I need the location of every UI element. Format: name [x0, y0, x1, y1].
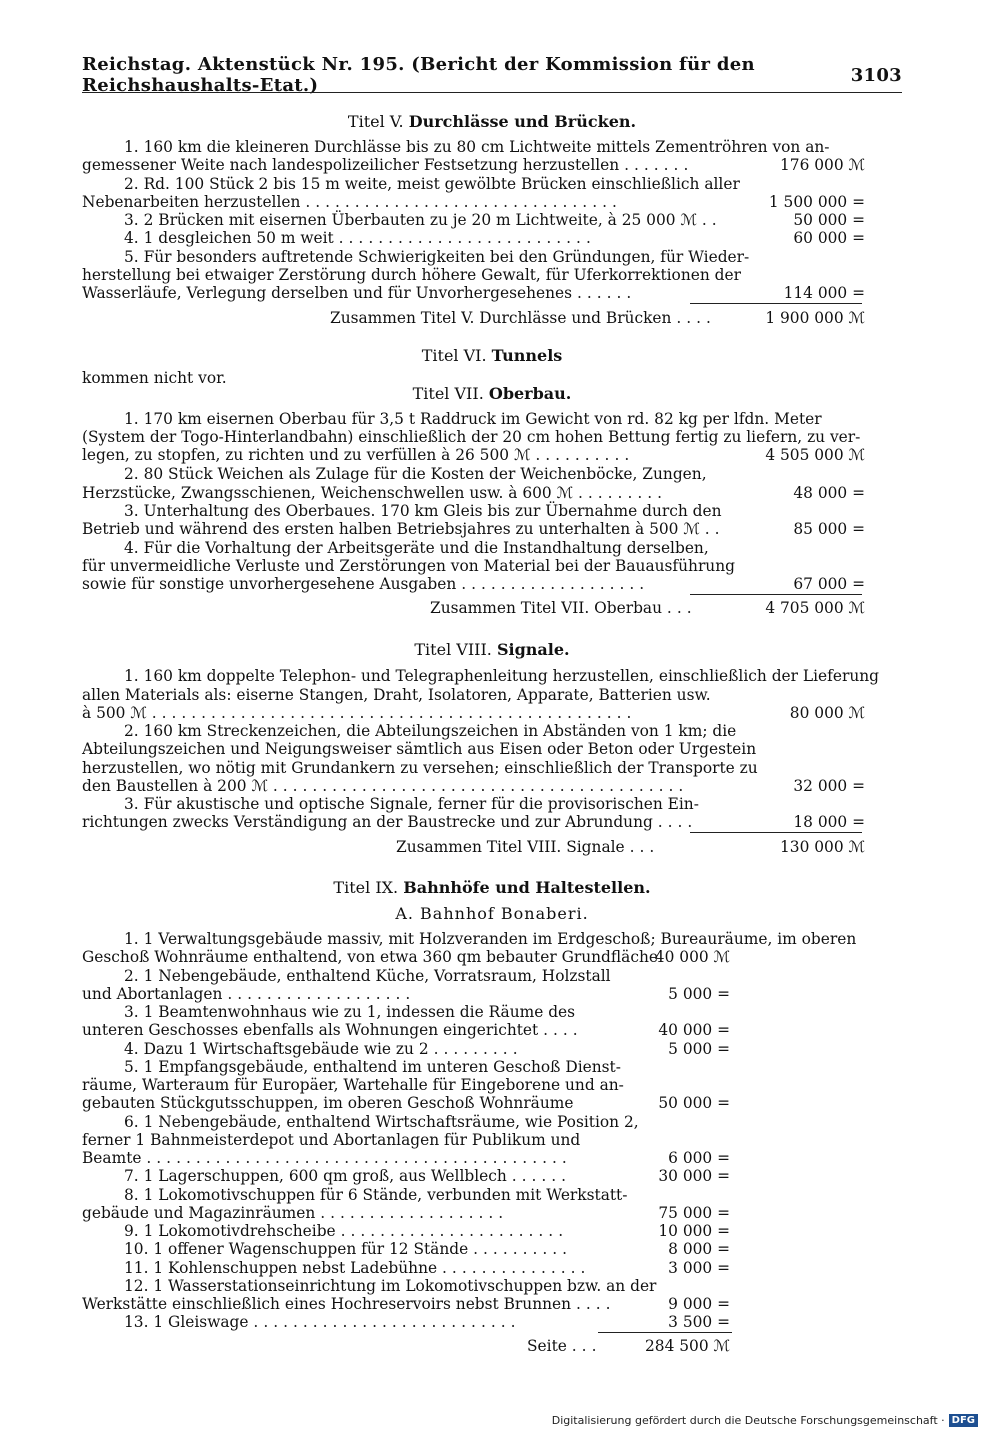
text-line: 2. 1 Nebengebäude, enthaltend Küche, Vorratsraum, Holzstall — [124, 967, 611, 985]
amount: 4 505 000 ℳ — [765, 446, 865, 464]
amount: 1 500 000 = — [768, 193, 865, 211]
text-line: 3. 1 Beamtenwohnhaus wie zu 1, indessen die Räume des — [124, 1003, 576, 1021]
text-line: Herzstücke, Zwangsschienen, Weichenschwellen usw. à 600 ℳ ......... — [82, 484, 668, 502]
text-line: legen, zu stopfen, zu richten und zu verfüllen à 26 500 ℳ .......... — [82, 446, 635, 464]
text-line: (System der Togo-Hinterlandbahn) einschließlich der 20 cm hohen Bettung fertig zu liefern, zu ver- — [82, 428, 861, 446]
text-line: Abteilungszeichen und Neigungsweiser sämtlich aus Eisen oder Beton oder Urgestein — [82, 740, 757, 758]
text-line: unteren Geschosses ebenfalls als Wohnungen eingerichtet .... — [82, 1021, 583, 1039]
amount: 176 000 ℳ — [780, 156, 865, 174]
running-header — [82, 54, 902, 96]
text-line: gemessener Weite nach landespolizeilicher Festsetzung herzustellen ....... — [82, 156, 694, 174]
text-line: richtungen zwecks Verständigung an der Baustrecke und zur Abrundung .... — [82, 813, 698, 831]
text-line: kommen nicht vor. — [82, 369, 227, 387]
text-line: 9. 1 Lokomotivdrehscheibe ....................... — [124, 1222, 569, 1240]
header-title: Reichstag. Aktenstück Nr. 195. (Bericht der Kommission für den Reichshaushalts-Etat.) — [82, 54, 755, 96]
amount: 5 000 = — [668, 1040, 730, 1058]
text-line: räume, Warteraum für Europäer, Wartehalle für Eingeborene und an- — [82, 1076, 624, 1094]
text-line: Beamte ........................................... — [82, 1149, 572, 1167]
amount: 284 500 ℳ — [645, 1337, 730, 1355]
amount: 10 000 = — [658, 1222, 730, 1240]
amount: 40 000 ℳ — [654, 948, 730, 966]
amount: 32 000 = — [793, 777, 865, 795]
section-heading-titel-8: Titel VIII. Signale. — [414, 640, 570, 659]
amount: 85 000 = — [793, 520, 865, 538]
text-line: 6. 1 Nebengebäude, enthaltend Wirtschaftsräume, wie Position 2, — [124, 1113, 639, 1131]
amount: 18 000 = — [793, 813, 865, 831]
header-rule — [82, 92, 902, 93]
amount: 4 705 000 ℳ — [765, 599, 865, 617]
section-heading-titel-5: Titel V. Durchlässe und Brücken. — [347, 112, 637, 131]
text-line: 12. 1 Wasserstationseinrichtung im Lokomotivschuppen bzw. an der — [124, 1277, 657, 1295]
amount: 3 500 = — [668, 1313, 730, 1331]
amount: 3 000 = — [668, 1259, 730, 1277]
text-line: den Baustellen à 200 ℳ .......................................... — [82, 777, 689, 795]
text-line: gebäude und Magazinräumen ................... — [82, 1204, 509, 1222]
subheading-bahnhof: A. Bahnhof Bonaberi. — [395, 904, 589, 923]
amount: 8 000 = — [668, 1240, 730, 1258]
text-line: 5. 1 Empfangsgebäude, enthaltend im unteren Geschoß Dienst- — [124, 1058, 621, 1076]
text-line: 4. 1 desgleichen 50 m weit .......................... — [124, 229, 596, 247]
text-line: Werkstätte einschließlich eines Hochreservoirs nebst Brunnen .... — [82, 1295, 616, 1313]
page-total: Seite ... — [527, 1337, 602, 1355]
amount: 48 000 = — [793, 484, 865, 502]
amount: 50 000 = — [658, 1094, 730, 1112]
text-line: 5. Für besonders auftretende Schwierigkeiten bei den Gründungen, für Wieder- — [124, 248, 750, 266]
amount: 130 000 ℳ — [780, 838, 865, 856]
amount: 50 000 = — [793, 211, 865, 229]
text-line: 13. 1 Gleiswage ........................... — [124, 1313, 521, 1331]
section-total: Zusammen Titel VII. Oberbau ... — [430, 599, 697, 617]
amount: 75 000 = — [658, 1204, 730, 1222]
text-line: à 500 ℳ ................................................. — [82, 704, 637, 722]
amount: 9 000 = — [668, 1295, 730, 1313]
sum-rule — [690, 303, 862, 304]
text-line: 11. 1 Kohlenschuppen nebst Ladebühne ............... — [124, 1259, 591, 1277]
amount: 80 000 ℳ — [789, 704, 865, 722]
text-line: ferner 1 Bahnmeisterdepot und Abortanlagen für Publikum und — [82, 1131, 581, 1149]
text-line: 4. Dazu 1 Wirtschaftsgebäude wie zu 2 ......... — [124, 1040, 523, 1058]
sum-rule — [598, 1332, 732, 1333]
text-line: 1. 1 Verwaltungsgebäude massiv, mit Holzveranden im Erdgeschoß; Bureauräume, im oberen — [124, 930, 857, 948]
section-heading-titel-9: Titel IX. Bahnhöfe und Haltestellen. — [333, 878, 651, 897]
dfg-logo: DFG — [949, 1414, 978, 1427]
text-line: herzustellen, wo nötig mit Grundankern zu versehen; einschließlich der Transporte zu — [82, 759, 758, 777]
text-line: für unvermeidliche Verluste und Zerstörungen von Material bei der Bauausführung — [82, 557, 735, 575]
amount: 1 900 000 ℳ — [765, 309, 865, 327]
text-line: und Abortanlagen ................... — [82, 985, 416, 1003]
section-total: Zusammen Titel VIII. Signale ... — [396, 838, 660, 856]
text-line: 1. 160 km doppelte Telephon- und Telegraphenleitung herzustellen, einschließlich der Lieferung — [124, 667, 880, 685]
text-line: 7. 1 Lagerschuppen, 600 qm groß, aus Wellblech ...... — [124, 1167, 572, 1185]
text-line: Wasserläufe, Verlegung derselben und für Unvorhergesehenes ...... — [82, 284, 637, 302]
section-total: Zusammen Titel V. Durchlässe und Brücken .... — [330, 309, 716, 327]
amount: 6 000 = — [668, 1149, 730, 1167]
section-heading-titel-6: Titel VI. Tunnels — [421, 346, 563, 365]
amount: 30 000 = — [658, 1167, 730, 1185]
text-line: 2. 160 km Streckenzeichen, die Abteilungszeichen in Abständen von 1 km; die — [124, 722, 737, 740]
text-line: allen Materials als: eiserne Stangen, Draht, Isolatoren, Apparate, Batterien usw. — [82, 686, 711, 704]
text-line: Geschoß Wohnräume enthaltend, von etwa 360 qm bebauter Grundfläche — [82, 948, 658, 966]
amount: 5 000 = — [668, 985, 730, 1003]
text-line: 1. 160 km die kleineren Durchlässe bis zu 80 cm Lichtweite mittels Zementröhren von an- — [124, 138, 830, 156]
page-number: 3103 — [850, 64, 902, 86]
text-line: herstellung bei etwaiger Zerstörung durch höhere Gewalt, für Uferkorrektionen der — [82, 266, 741, 284]
text-line: 3. 2 Brücken mit eisernen Überbauten zu je 20 m Lichtweite, à 25 000 ℳ .. — [124, 211, 722, 229]
text-line: Nebenarbeiten herzustellen ................................ — [82, 193, 622, 211]
text-line: sowie für sonstige unvorhergesehene Ausgaben ................... — [82, 575, 650, 593]
text-line: 2. Rd. 100 Stück 2 bis 15 m weite, meist gewölbte Brücken einschließlich aller — [124, 175, 740, 193]
text-line: 3. Für akustische und optische Signale, ferner für die provisorischen Ein- — [124, 795, 699, 813]
text-line: 4. Für die Vorhaltung der Arbeitsgeräte und die Instandhaltung derselben, — [124, 539, 709, 557]
text-line: 10. 1 offener Wagenschuppen für 12 Stände .......... — [124, 1240, 573, 1258]
text-line: 3. Unterhaltung des Oberbaues. 170 km Gleis bis zur Übernahme durch den — [124, 502, 722, 520]
digitization-credit: Digitalisierung gefördert durch die Deutsche Forschungsgemeinschaft · DFG — [552, 1414, 978, 1427]
sum-rule — [690, 594, 862, 595]
amount: 114 000 = — [783, 284, 865, 302]
text-line: Betrieb und während des ersten halben Betriebsjahres zu unterhalten à 500 ℳ .. — [82, 520, 725, 538]
text-line: 2. 80 Stück Weichen als Zulage für die Kosten der Weichenböcke, Zungen, — [124, 465, 707, 483]
section-heading-titel-7: Titel VII. Oberbau. — [412, 384, 572, 403]
text-line: 1. 170 km eisernen Oberbau für 3,5 t Raddruck im Gewicht von rd. 82 kg per lfdn. Meter — [124, 410, 822, 428]
text-line: 8. 1 Lokomotivschuppen für 6 Stände, verbunden mit Werkstatt- — [124, 1186, 628, 1204]
amount: 67 000 = — [793, 575, 865, 593]
amount: 60 000 = — [793, 229, 865, 247]
amount: 40 000 = — [658, 1021, 730, 1039]
sum-rule — [690, 832, 862, 833]
text-line: gebauten Stückgutsschuppen, im oberen Geschoß Wohnräume — [82, 1094, 574, 1112]
